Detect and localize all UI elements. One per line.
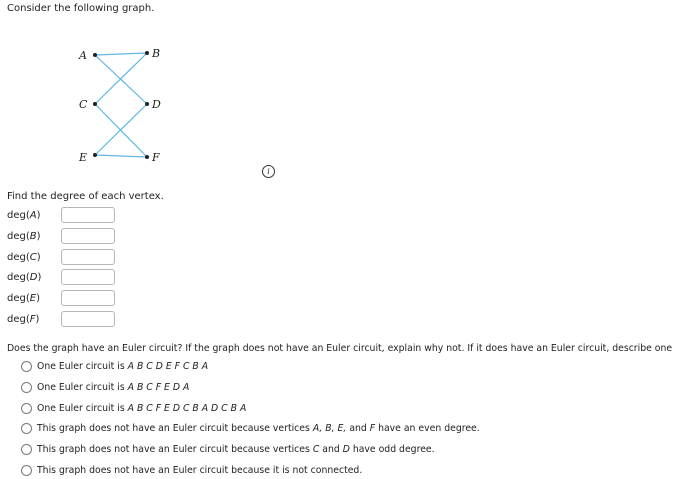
degree-row-f bbox=[7, 311, 127, 329]
vertex-label-B: B bbox=[152, 47, 161, 60]
degree-input-f[interactable] bbox=[61, 311, 115, 327]
vertex-dot-B bbox=[145, 51, 149, 55]
degree-label: deg(E) bbox=[7, 293, 40, 304]
vertex-label-C: C bbox=[79, 98, 88, 111]
vertex-label-A: A bbox=[79, 49, 87, 62]
radio-button[interactable] bbox=[21, 403, 32, 414]
radio-button[interactable] bbox=[21, 465, 32, 476]
answer-option-1[interactable] bbox=[21, 359, 661, 375]
vertex-dot-E bbox=[93, 153, 97, 157]
vertex-label-E: E bbox=[79, 151, 88, 164]
info-icon[interactable]: i bbox=[262, 165, 275, 178]
option-text: One Euler circuit is A B C F E D C B A D C B A bbox=[37, 403, 247, 414]
graph-figure bbox=[70, 40, 170, 168]
degree-row-c bbox=[7, 249, 127, 267]
radio-button[interactable] bbox=[21, 444, 32, 455]
option-text: One Euler circuit is A B C F E D A bbox=[37, 382, 190, 393]
degree-label: deg(F) bbox=[7, 314, 40, 325]
vertex-dot-D bbox=[145, 102, 149, 106]
degree-label: deg(C) bbox=[7, 252, 41, 263]
vertex-dot-A bbox=[93, 53, 97, 57]
degree-input-e[interactable] bbox=[61, 290, 115, 306]
degree-row-e bbox=[7, 290, 127, 308]
degree-prompt: Find the degree of each vertex. bbox=[7, 191, 164, 202]
degree-input-b[interactable] bbox=[61, 228, 115, 244]
option-text: This graph does not have an Euler circuit because vertices A, B, E, and F have an even degree. bbox=[37, 423, 480, 434]
vertex-dot-C bbox=[93, 102, 97, 106]
euler-question: Does the graph have an Euler circuit? If the graph does not have an Euler circuit, explain why not. If it does have an Euler circuit, describe one bbox=[7, 343, 673, 354]
intro-text: Consider the following graph. bbox=[7, 3, 155, 14]
option-text: This graph does not have an Euler circuit because it is not connected. bbox=[37, 465, 363, 476]
answer-option-4[interactable] bbox=[21, 421, 661, 437]
radio-button[interactable] bbox=[21, 361, 32, 372]
answer-option-2[interactable] bbox=[21, 380, 661, 396]
degree-row-d bbox=[7, 269, 127, 287]
option-text: This graph does not have an Euler circuit because vertices C and D have odd degree. bbox=[37, 444, 435, 455]
edge-E-F bbox=[95, 155, 147, 157]
degree-row-b bbox=[7, 228, 127, 246]
vertex-dot-F bbox=[145, 155, 149, 159]
answer-option-6[interactable] bbox=[21, 463, 661, 479]
degree-input-c[interactable] bbox=[61, 249, 115, 265]
degree-label: deg(A) bbox=[7, 210, 41, 221]
answer-option-3[interactable] bbox=[21, 401, 661, 417]
vertex-label-F: F bbox=[152, 151, 160, 164]
radio-button[interactable] bbox=[21, 382, 32, 393]
degree-row-a bbox=[7, 207, 127, 225]
degree-input-d[interactable] bbox=[61, 269, 115, 285]
vertex-label-D: D bbox=[152, 98, 161, 111]
edge-A-B bbox=[95, 53, 147, 55]
answer-option-5[interactable] bbox=[21, 442, 661, 458]
radio-button[interactable] bbox=[21, 423, 32, 434]
degree-input-a[interactable] bbox=[61, 207, 115, 223]
degree-label: deg(B) bbox=[7, 231, 41, 242]
option-text: One Euler circuit is A B C D E F C B A bbox=[37, 361, 209, 372]
degree-label: deg(D) bbox=[7, 272, 42, 283]
